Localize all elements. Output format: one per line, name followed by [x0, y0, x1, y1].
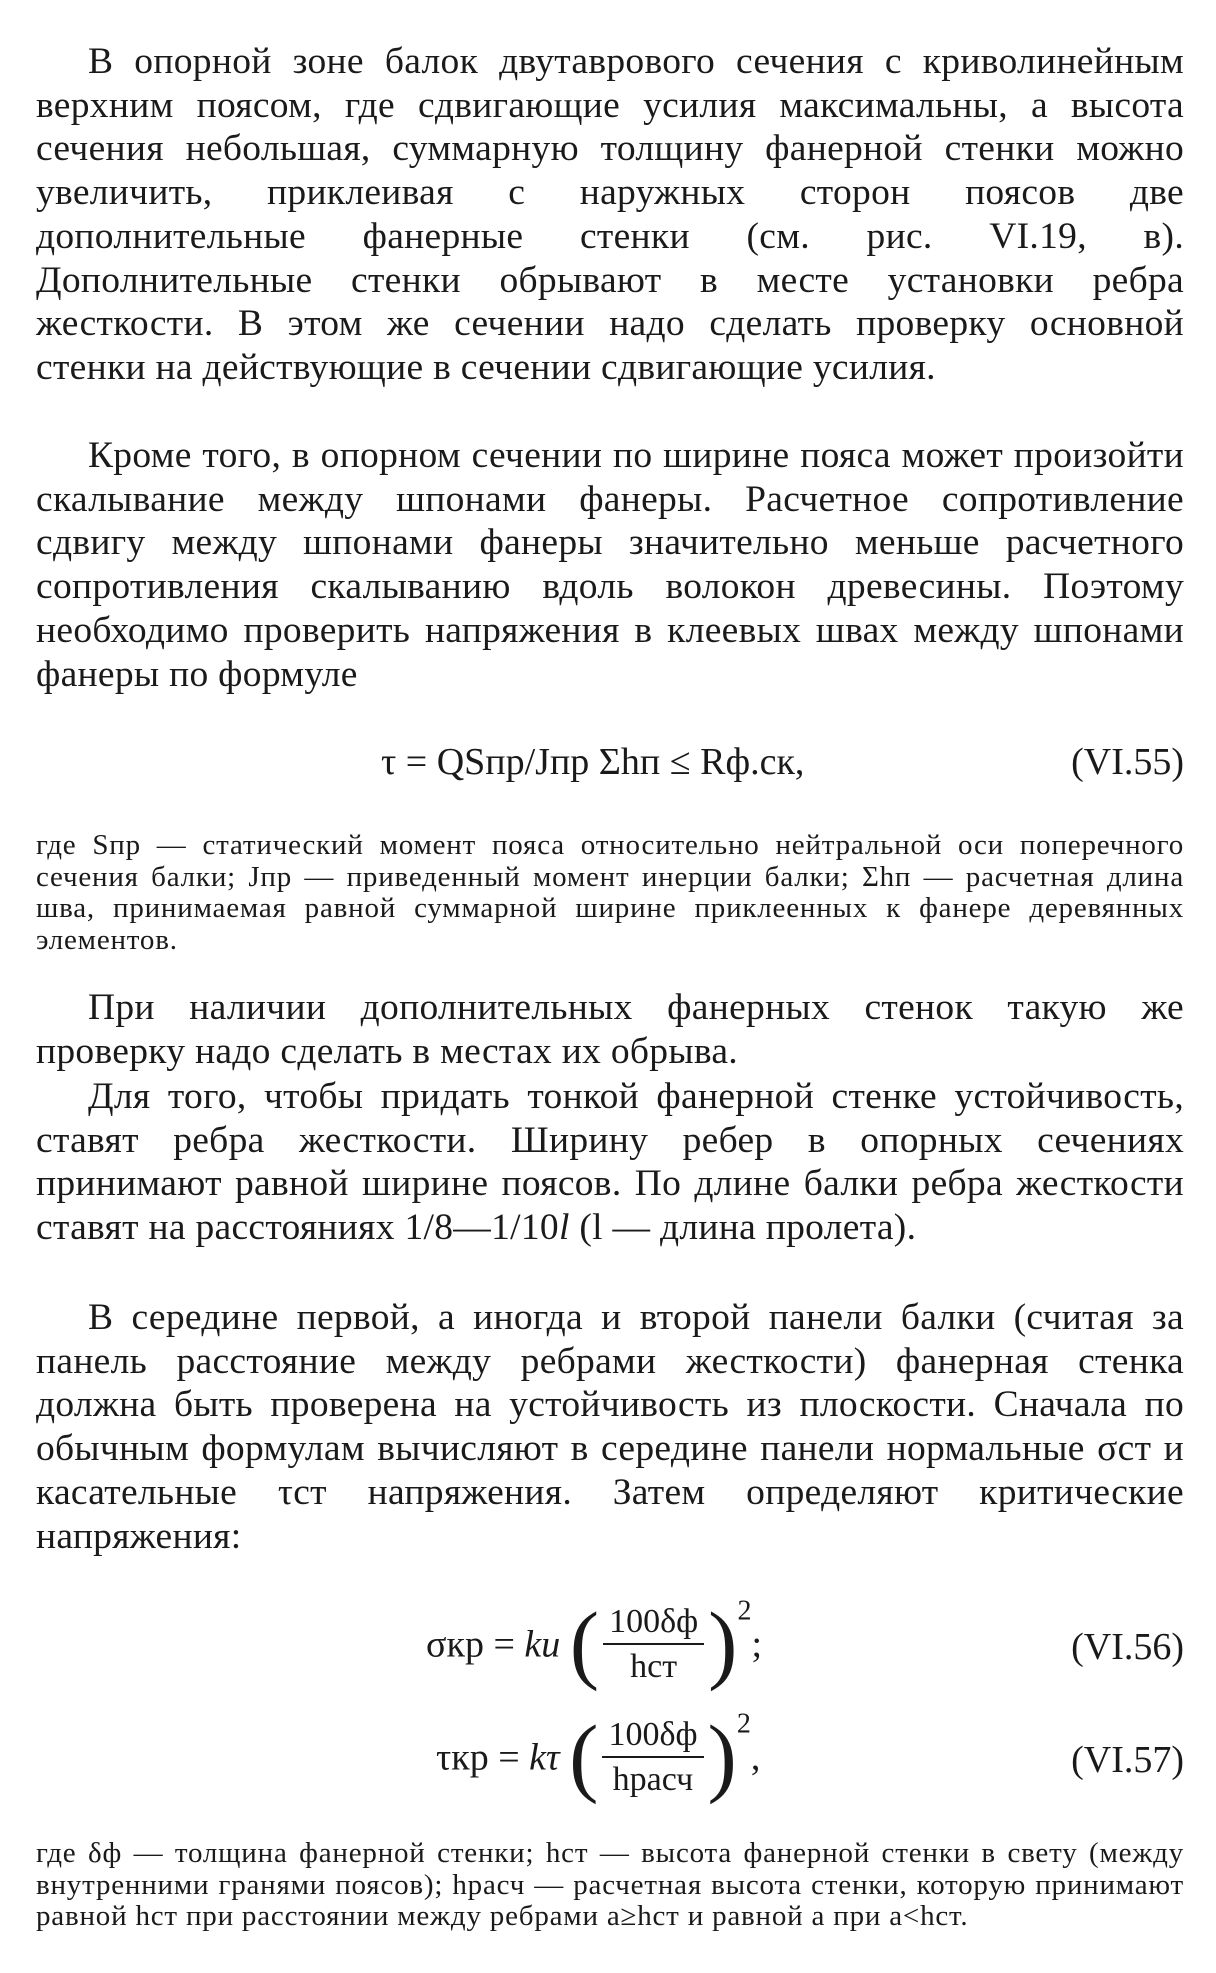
- formula-vi56-end: ;: [751, 1623, 763, 1666]
- paragraph-shear-check: Кроме того, в опорном сечении по ширине пояса может произойти скалывание между шпонами фанеры. Расчетное сопротивление сдвигу между шпонами фанеры значительно меньше расчетного сопротивления скалыванию вдоль волокон древесины. Поэтому необходимо проверить напряжения в клеевых швах между шпонами фанеры по формуле: [36, 435, 1184, 695]
- formula-vi57-number: (VI.57): [1071, 1739, 1184, 1781]
- formula-vi57-coef: kτ: [529, 1736, 560, 1779]
- formula-vi56-number: (VI.56): [1071, 1626, 1184, 1668]
- formula-vi57-fraction: [602, 1716, 703, 1799]
- spacing-fraction-1-10: 1/10: [491, 1207, 559, 1249]
- formula-vi56: σкр = kи ( $\frac{100\delta ф}{\text{hст}}$ )$^2$; (VI.56): [426, 1595, 1184, 1693]
- formula-vi57-numerator: 100δф: [602, 1716, 703, 1758]
- formula-vi57-lhs: τкр: [436, 1736, 489, 1779]
- stability-text-and: и касательные: [36, 1428, 1184, 1513]
- stiffeners-text: Для того, чтобы придать тонкой фанерной стенке устойчивость, ставят ребра жесткости. Ширину ребер в опорных сечениях принимают равной ширине поясов. По длине балки ребра жесткости ставят на расстояниях: [36, 1076, 1184, 1249]
- tau-st-symbol: τст: [277, 1471, 327, 1513]
- spacing-dash: —: [453, 1207, 492, 1249]
- paragraph-intro: В опорной зоне балок двутаврового сечения с криволинейным верхним поясом, где сдвигающие усилия максимальны, а высота сечения небольшая, суммарную толщину фанерной стенки можно увеличить, приклеивая с наружных сторон поясов две дополнительные фанерные стенки (см. рис. VI.19, в). Дополнительные стенки обрывают в месте установки ребра жесткости. В этом же сечении надо сделать проверку основной стенки на действующие в сечении сдвигающие усилия.: [36, 41, 1184, 388]
- paragraph-stability: [36, 1296, 1184, 1558]
- sigma-st-symbol: σст: [1097, 1428, 1152, 1470]
- formula-vi55: [36, 740, 1184, 800]
- formula-vi55-expression: τ = QSпр/Jпр Σhп ≤ Rф.ск,: [381, 741, 805, 783]
- span-length-definition: (l — длина пролета).: [579, 1207, 917, 1249]
- formula-vi56-numerator: 100δф: [603, 1603, 704, 1645]
- note-vi56-57-definitions: где δф — толщина фанерной стенки; hст — высота фанерной стенки в свету (между внутренними гранями поясов); hрасч — расчетная высота стенки, которую принимают равной hст при расстоянии между ребрами a≥hст и равной a при a<hст.: [36, 1837, 1184, 1932]
- stability-text: В середине первой, а иногда и второй панели балки (считая за панель расстояние между ребрами жесткости) фанерная стенка должна быть проверена на устойчивость из плоскости. Сначала по обычным формулам вычисляют в середине панели нормальные: [36, 1297, 1184, 1470]
- formula-vi56-lhs: σкр: [426, 1623, 484, 1666]
- formula-vi56-fraction: [603, 1603, 704, 1686]
- formula-vi56-coef: kи: [524, 1623, 561, 1666]
- formula-vi57-denominator: hрасч: [612, 1761, 694, 1799]
- formula-vi56-denominator: hст: [630, 1648, 678, 1686]
- paragraph-stiffeners: [36, 1075, 1184, 1250]
- formula-vi55-number: (VI.55): [1071, 741, 1184, 783]
- note-vi55-definitions: где Sпр — статический момент пояса относительно нейтральной оси поперечного сечения балки; Jпр — приведенный момент инерции балки; Σhп — расчетная длина шва, принимаемая равной суммарной ширине приклеенных к фанере деревянных элементов.: [36, 829, 1184, 956]
- spacing-fraction-1-8: 1/8: [404, 1207, 454, 1249]
- formula-vi57-exponent: 2: [736, 1708, 751, 1740]
- formula-vi57: τкр = kτ ( $\frac{100\delta ф}{\text{hрасч}}$ )$^2$, (VI.57): [436, 1708, 1184, 1806]
- paragraph-additional-walls: При наличии дополнительных фанерных стенок такую же проверку надо сделать в местах их обрыва.: [36, 987, 1184, 1072]
- formula-vi56-exponent: 2: [737, 1595, 752, 1627]
- span-length-symbol: l: [558, 1207, 570, 1249]
- stability-text-end: напряжения. Затем определяют критические напряжения:: [36, 1471, 1184, 1557]
- formula-vi57-end: ,: [750, 1736, 761, 1779]
